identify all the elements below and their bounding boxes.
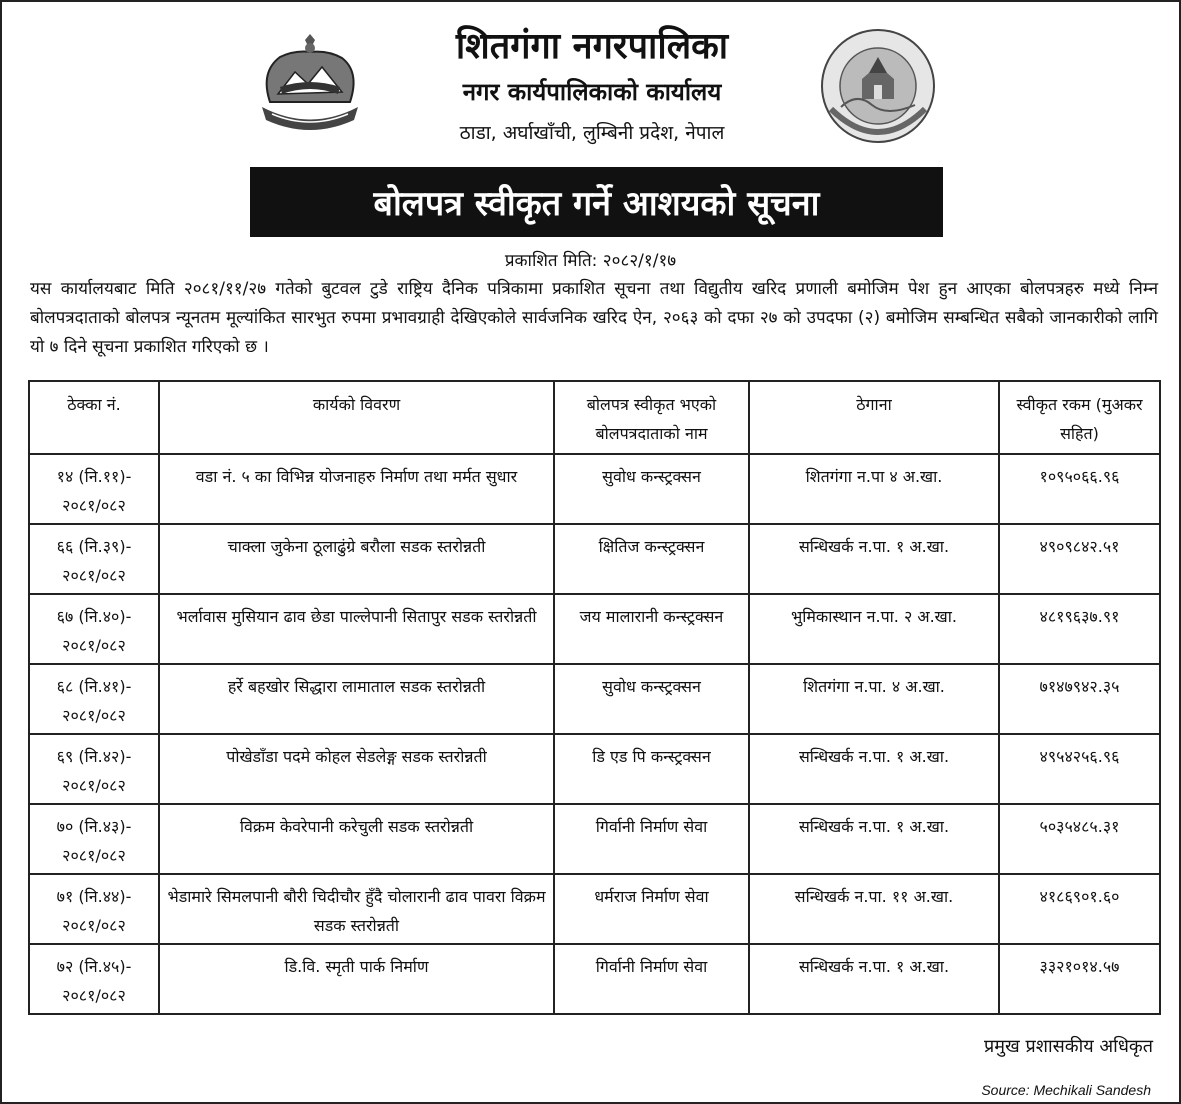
bidder-address: सन्धिखर्क न.पा. १ अ.खा. — [749, 524, 999, 594]
source-credit: Source: Mechikali Sandesh — [981, 1082, 1151, 1098]
bidder-address: सन्धिखर्क न.पा. १ अ.खा. — [749, 804, 999, 874]
work-description: भर्लावास मुसियान ढाव छेडा पाल्लेपानी सितापुर सडक स्तरोन्नती — [159, 594, 554, 664]
table-row — [29, 594, 1160, 664]
table-row — [29, 664, 1160, 734]
work-description: चाक्ला जुकेना ठूलाढुंग्रे बरौला सडक स्तरोन्नती — [159, 524, 554, 594]
bidder-address: सन्धिखर्क न.पा. ११ अ.खा. — [749, 874, 999, 944]
table-row — [29, 874, 1160, 944]
approved-amount: १०९५०६६.९६ — [999, 454, 1160, 524]
header-address: ठेगाना — [749, 381, 999, 454]
bidder-name: सुवोध कन्स्ट्रक्सन — [554, 664, 749, 734]
bidder-name: धर्मराज निर्माण सेवा — [554, 874, 749, 944]
approved-amount: ४१८६९०१.६० — [999, 874, 1160, 944]
signatory-title: प्रमुख प्रशासकीय अधिकृत — [984, 1036, 1153, 1057]
bidder-address: सन्धिखर्क न.पा. १ अ.खा. — [749, 734, 999, 804]
header-bidder-name: बोलपत्र स्वीकृत भएको बोलपत्रदाताको नाम — [554, 381, 749, 454]
bidder-address: शितगंगा न.पा ४ अ.खा. — [749, 454, 999, 524]
bidder-address: भुमिकास्थान न.पा. २ अ.खा. — [749, 594, 999, 664]
table-row — [29, 804, 1160, 874]
approved-amount: ४८१९६३७.९१ — [999, 594, 1160, 664]
municipality-name: शितगंगा नगरपालिका — [455, 26, 729, 67]
bidder-name: गिर्वानी निर्माण सेवा — [554, 944, 749, 1014]
contract-no: ७१ (नि.४४)- २०८१/०८२ — [29, 874, 159, 944]
work-description: डि.वि. स्मृती पार्क निर्माण — [159, 944, 554, 1014]
work-description: पोखेडाँडा पदमे कोहल सेडलेङ्ग सडक स्तरोन्नती — [159, 734, 554, 804]
header-work-description: कार्यको विवरण — [159, 381, 554, 454]
table-row — [29, 734, 1160, 804]
table-row — [29, 454, 1160, 524]
bidder-name: क्षितिज कन्स्ट्रक्सन — [554, 524, 749, 594]
bidder-name: डि एड पि कन्स्ट्रक्सन — [554, 734, 749, 804]
bidder-name: जय मालारानी कन्स्ट्रक्सन — [554, 594, 749, 664]
table-row — [29, 524, 1160, 594]
table-row — [29, 944, 1160, 1014]
approved-amount: ७१४७९४२.३५ — [999, 664, 1160, 734]
work-description: भेडामारे सिमलपानी बौरी चिदीचौर हुँदै चोलारानी ढाव पावरा विक्रम सडक स्तरोन्नती — [159, 874, 554, 944]
approved-amount: ४९५४२५६.९६ — [999, 734, 1160, 804]
approved-amount: ४९०९८४२.५१ — [999, 524, 1160, 594]
approved-amount: ५०३५४८५.३१ — [999, 804, 1160, 874]
contract-no: ६७ (नि.४०)- २०८१/०८२ — [29, 594, 159, 664]
bid-award-table — [28, 380, 1161, 1015]
approved-amount: ३३२१०१४.५७ — [999, 944, 1160, 1014]
bidder-address: शितगंगा न.पा. ४ अ.खा. — [749, 664, 999, 734]
bidder-address: सन्धिखर्क न.पा. १ अ.खा. — [749, 944, 999, 1014]
contract-no: ६९ (नि.४२)- २०८१/०८२ — [29, 734, 159, 804]
office-name: नगर कार्यपालिकाको कार्यालय — [462, 78, 722, 106]
bidder-name: सुवोध कन्स्ट्रक्सन — [554, 454, 749, 524]
header-contract-no: ठेक्का नं. — [29, 381, 159, 454]
work-description: विक्रम केवरेपानी करेचुली सडक स्तरोन्नती — [159, 804, 554, 874]
work-description: हर्रे बहखोर सिद्धारा लामाताल सडक स्तरोन्नती — [159, 664, 554, 734]
bidder-name: गिर्वानी निर्माण सेवा — [554, 804, 749, 874]
header-approved-amount: स्वीकृत रकम (मुअकर सहित) — [999, 381, 1160, 454]
contract-no: ६८ (नि.४१)- २०८१/०८२ — [29, 664, 159, 734]
office-address: ठाडा, अर्घाखाँची, लुम्बिनी प्रदेश, नेपाल — [459, 122, 725, 144]
table-header-row — [29, 381, 1160, 454]
contract-no: ७० (नि.४३)- २०८१/०८२ — [29, 804, 159, 874]
work-description: वडा नं. ५ का विभिन्न योजनाहरु निर्माण तथा मर्मत सुधार — [159, 454, 554, 524]
notice-title: बोलपत्र स्वीकृत गर्ने आशयको सूचना — [250, 167, 943, 237]
published-date: प्रकाशित मिति: २०८२/१/१७ — [504, 251, 677, 271]
notice-body: यस कार्यालयबाट मिति २०८१/११/२७ गतेको बुटवल टुडे राष्ट्रिय दैनिक पत्रिकामा प्रकाशित सूचना तथा विद्युतीय खरिद प्रणाली बमोजिम पेश हुन आएका बोलपत्रहरु मध्ये निम्न बोलपत्रदाताको बोलपत्र न्यूनतम मूल्यांकित सारभुत रुपमा प्रभावग्राही देखिएकोले सार्वजनिक खरिद ऐन, २०६३ को दफा २७ को उपदफा (२) बमोजिम सम्बन्धित सबैको जानकारीको लागि यो ७ दिने सूचना प्रकाशित गरिएको छ । — [30, 279, 1158, 357]
contract-no: ७२ (नि.४५)- २०८१/०८२ — [29, 944, 159, 1014]
contract-no: ६६ (नि.३९)- २०८१/०८२ — [29, 524, 159, 594]
contract-no: १४ (नि.११)- २०८१/०८२ — [29, 454, 159, 524]
